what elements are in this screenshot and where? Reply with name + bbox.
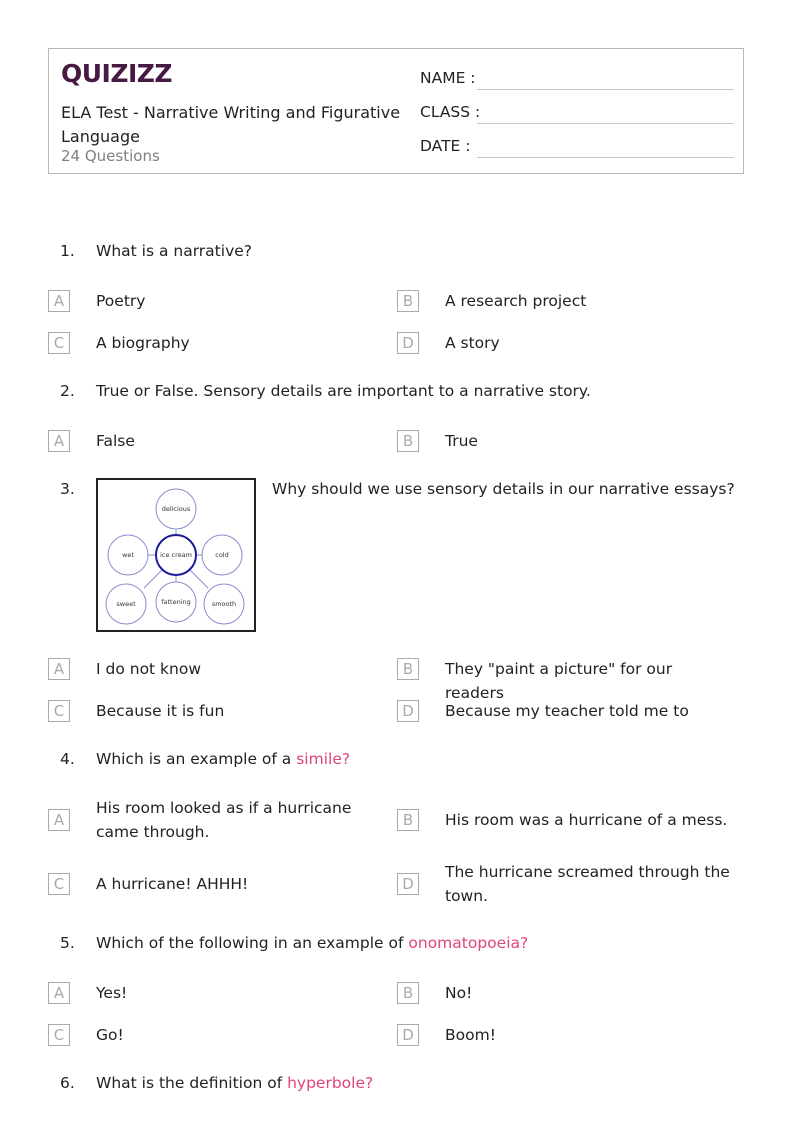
highlighted-term: simile? xyxy=(296,750,351,768)
name-field[interactable] xyxy=(420,69,734,89)
highlighted-term: onomatopoeia? xyxy=(408,934,529,952)
class-field[interactable] xyxy=(420,103,734,123)
option-text: They "paint a picture" for our readers xyxy=(445,660,673,702)
option-text: His room looked as if a hurricane came through. xyxy=(96,799,352,841)
question-text: True or False. Sensory details are important to a narrative story. xyxy=(96,382,591,400)
date-line[interactable] xyxy=(477,157,734,158)
option-text: Because my teacher told me to xyxy=(445,702,689,720)
diagram-label: wet xyxy=(122,551,134,559)
question-count: 24 Questions xyxy=(61,147,160,165)
option-text: The hurricane screamed through the town. xyxy=(445,863,730,905)
worksheet-header xyxy=(48,48,744,174)
option-letter-box[interactable]: A xyxy=(48,290,70,312)
diagram-label: smooth xyxy=(211,600,237,608)
diagram-label: delicious xyxy=(161,505,191,513)
name-line[interactable] xyxy=(477,89,734,90)
question-number: 6. xyxy=(60,1074,75,1092)
worksheet-title: ELA Test - Narrative Writing and Figurative Language xyxy=(61,103,401,146)
option-text: A biography xyxy=(96,334,190,352)
diagram-label: fattening xyxy=(161,598,191,606)
class-line[interactable] xyxy=(477,123,734,124)
option-letter-box[interactable]: D xyxy=(397,1024,419,1046)
class-label: CLASS : xyxy=(420,103,481,121)
option-text: A story xyxy=(445,334,500,352)
name-label: NAME : xyxy=(420,69,476,87)
date-field[interactable] xyxy=(420,137,734,157)
quizizz-logo: QUIZIZZ xyxy=(61,59,173,88)
question-text: Why should we use sensory details in our narrative essays? xyxy=(272,480,735,498)
diagram-label: cold xyxy=(215,551,229,559)
question-number: 2. xyxy=(60,382,75,400)
option-text: His room was a hurricane of a mess. xyxy=(445,811,728,829)
diagram-svg xyxy=(100,482,252,628)
option-text: Boom! xyxy=(445,1026,496,1044)
option-text: I do not know xyxy=(96,660,202,678)
option-text: False xyxy=(96,432,135,450)
question-number: 1. xyxy=(60,242,75,260)
option-text: Poetry xyxy=(96,292,146,310)
option-text: Because it is fun xyxy=(96,702,225,720)
option-text: No! xyxy=(445,984,473,1002)
sensory-details-diagram xyxy=(96,478,256,632)
question-text-prefix: Which of the following in an example of xyxy=(96,934,409,952)
option-letter-box[interactable]: A xyxy=(48,809,70,831)
question-text xyxy=(96,934,528,952)
question-text: What is a narrative? xyxy=(96,242,252,260)
option-letter-box[interactable]: C xyxy=(48,700,70,722)
option-text: A research project xyxy=(445,292,587,310)
option-letter-box[interactable]: B xyxy=(397,982,419,1004)
question-text-prefix: What is the definition of xyxy=(96,1074,288,1092)
option-letter-box[interactable]: B xyxy=(397,809,419,831)
option-text: A hurricane! AHHH! xyxy=(96,875,249,893)
question-number: 4. xyxy=(60,750,75,768)
question-number: 5. xyxy=(60,934,75,952)
date-label: DATE : xyxy=(420,137,471,155)
option-letter-box[interactable]: C xyxy=(48,1024,70,1046)
option-letter-box[interactable]: D xyxy=(397,332,419,354)
option-text: Go! xyxy=(96,1026,124,1044)
option-letter-box[interactable]: D xyxy=(397,700,419,722)
option-letter-box[interactable]: C xyxy=(48,873,70,895)
question-text xyxy=(96,1074,373,1092)
option-letter-box[interactable]: C xyxy=(48,332,70,354)
option-letter-box[interactable]: B xyxy=(397,430,419,452)
option-text: Yes! xyxy=(96,984,128,1002)
diagram-center-label: ice cream xyxy=(160,551,192,559)
option-letter-box[interactable]: A xyxy=(48,430,70,452)
option-text: True xyxy=(445,432,478,450)
option-letter-box[interactable]: B xyxy=(397,658,419,680)
option-letter-box[interactable]: B xyxy=(397,290,419,312)
option-letter-box[interactable]: D xyxy=(397,873,419,895)
diagram-label: sweet xyxy=(116,600,136,608)
option-letter-box[interactable]: A xyxy=(48,982,70,1004)
option-letter-box[interactable]: A xyxy=(48,658,70,680)
question-number: 3. xyxy=(60,480,75,498)
highlighted-term: hyperbole? xyxy=(287,1074,374,1092)
question-text xyxy=(96,750,350,768)
question-text-prefix: Which is an example of a xyxy=(96,750,297,768)
